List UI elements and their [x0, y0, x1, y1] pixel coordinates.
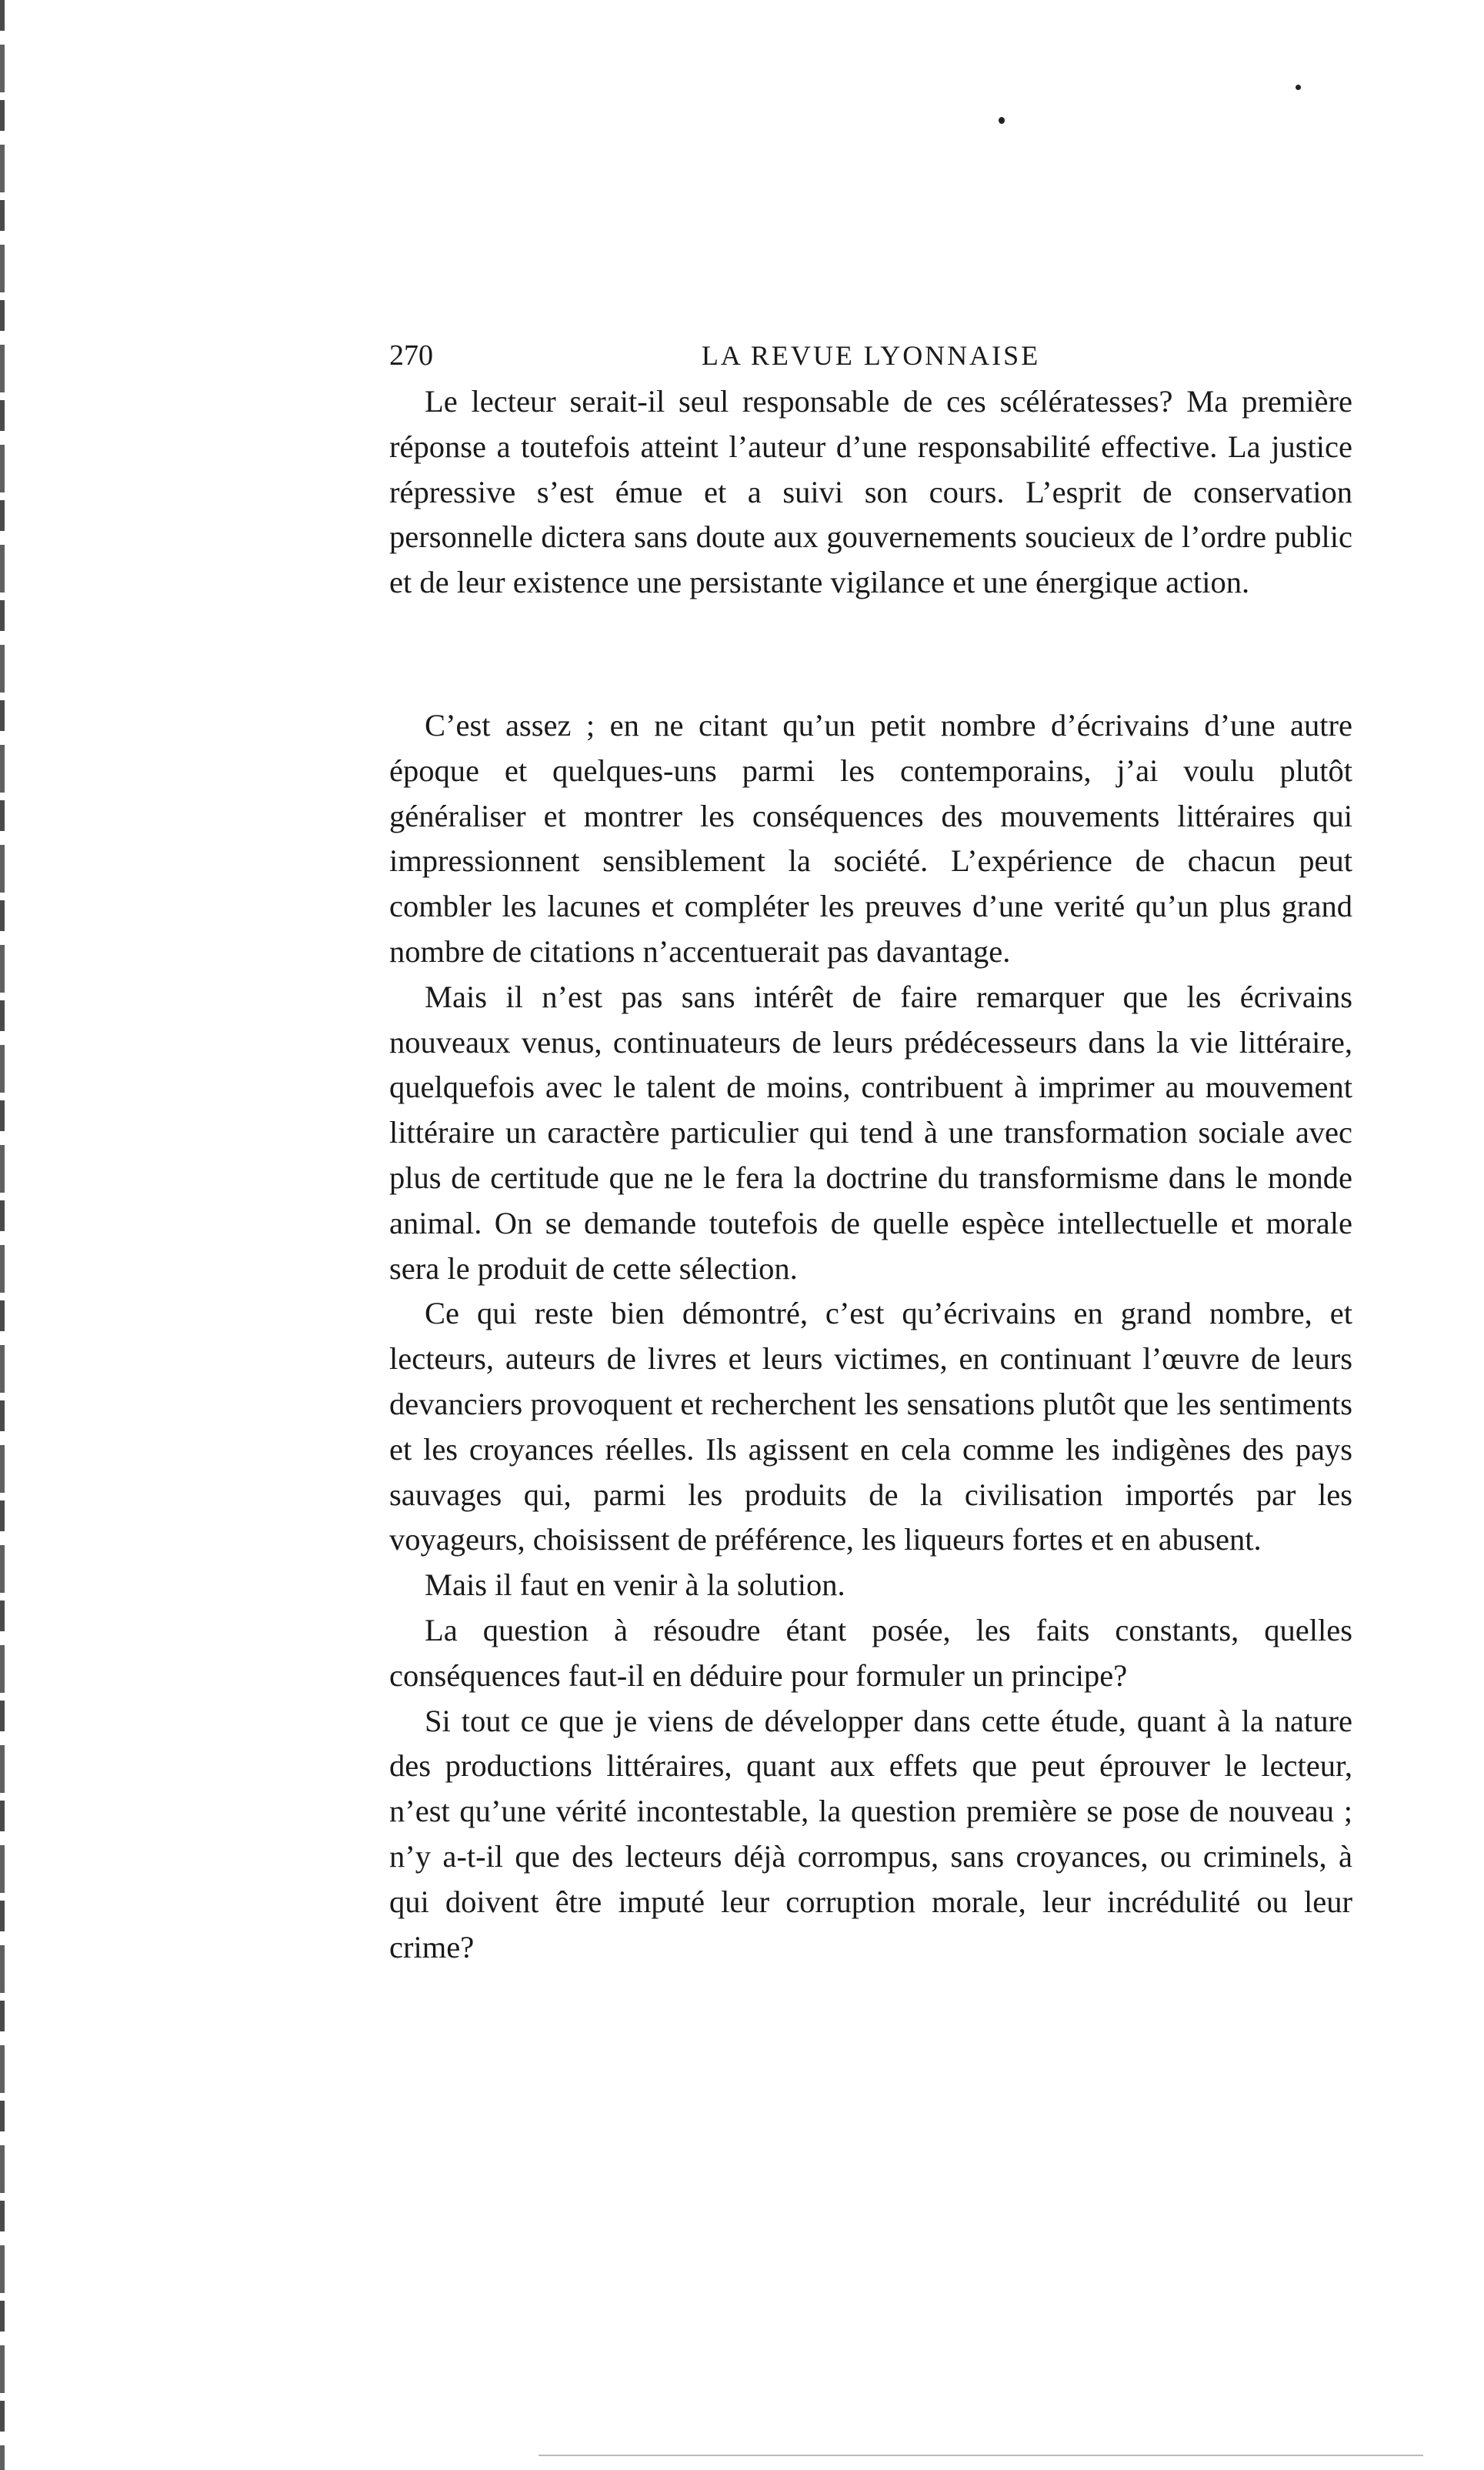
paragraph: Mais il faut en venir à la solution.	[425, 1567, 845, 1603]
paragraph: Si tout ce que je viens de développer dans cette étude, quant à la nature des productions littéraires, quant aux effets que peut éprouver le lecteur, n’est qu’une vérité incontestable, la question première se pose de nouveau ; n’y a-t-il que des lecteurs déjà corrompus, sans croyances, ou criminels, à qui doivent être imputé leur corruption morale, leur incrédulité ou leur crime?	[389, 1703, 1352, 1964]
paragraph: La question à résoudre étant posée, les faits constants, quelles conséquences faut-il en déduire pour formuler un principe?	[389, 1612, 1352, 1693]
page-number: 270	[389, 339, 433, 372]
scan-bottom-edge	[539, 2455, 1423, 2456]
paragraph: Le lecteur serait-il seul responsable de ces scélératesses? Ma première réponse a toutefois atteint l’auteur d’une responsabilité effective. La justice répressive s’est émue et a suivi son cours. L’esprit de conservation personnelle dictera sans doute aux gouvernements soucieux de l’ordre public et de leur existence une persistante vigilance et une énergique action.	[389, 384, 1352, 600]
scan-speck	[1296, 85, 1301, 90]
scan-speck	[999, 117, 1005, 124]
scan-binding-edge	[0, 0, 5, 2470]
text-section-1	[389, 379, 1352, 606]
running-title: LA REVUE LYONNAISE	[701, 340, 1041, 371]
page-header	[389, 332, 1352, 379]
paragraph: Ce qui reste bien démontré, c’est qu’écrivains en grand nombre, et lecteurs, auteurs de livres et leurs victimes, en continuant l’œuvre de leurs devanciers provoquent et recherchent les sensations plutôt que les sentiments et les croyances réelles. Ils agissent en cela comme les indigènes des pays sauvages qui, parmi les produits de la civilisation importés par les voyageurs, choisissent de préférence, les liqueurs fortes et en abusent.	[389, 1296, 1352, 1557]
text-section-2	[389, 703, 1352, 1970]
paragraph: C’est assez ; en ne citant qu’un petit nombre d’écrivains d’une autre époque et quelques-uns parmi les contemporains, j’ai voulu plutôt généraliser et montrer les conséquences des mouvements littéraires qui impressionnent sensiblement la société. L’expérience de chacun peut combler les lacunes et compléter les preuves d’une verité qu’un plus grand nombre de citations n’accentuerait pas davantage.	[389, 708, 1352, 969]
paragraph: Mais il n’est pas sans intérêt de faire remarquer que les écrivains nouveaux venus, continuateurs de leurs prédécesseurs dans la vie littéraire, quelquefois avec le talent de moins, contribuent à imprimer au mouvement littéraire un caractère particulier qui tend à une transformation sociale avec plus de certitude que ne le fera la doctrine du transformisme dans le monde animal. On se demande toutefois de quelle espèce intellectuelle et morale sera le produit de cette sélection.	[389, 979, 1352, 1286]
